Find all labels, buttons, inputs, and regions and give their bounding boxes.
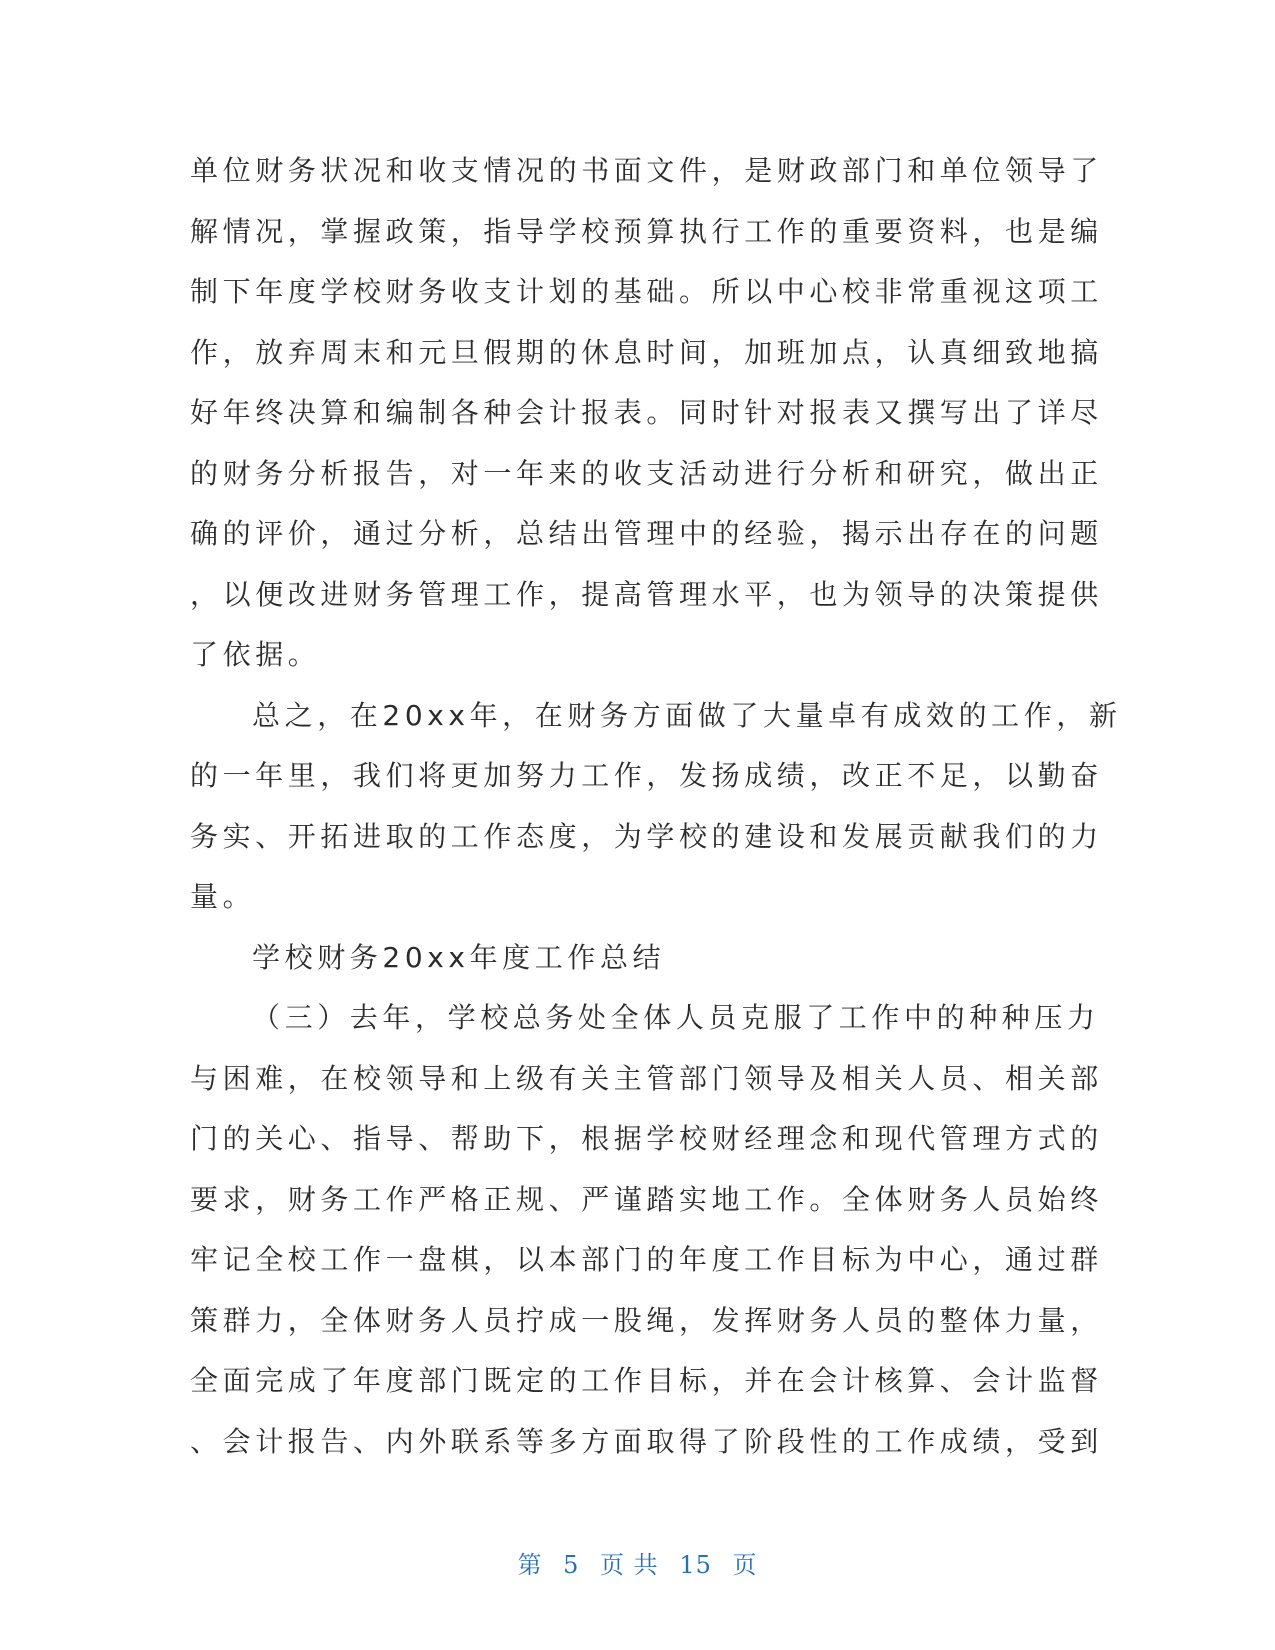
text-line: 、会计报告、内外联系等多方面取得了阶段性的工作成绩，受到	[190, 1424, 1103, 1458]
text-line: 牢记全校工作一盘棋，以本部门的年度工作目标为中心，通过群	[190, 1243, 1103, 1276]
text-line: 解情况，掌握政策，指导学校预算执行工作的重要资料，也是编	[190, 214, 1103, 248]
text-line: 好年终决算和编制各种会计报表。同时针对报表又撰写出了详尽	[190, 396, 1103, 429]
text-line: （三）去年，学校总务处全体人员克服了工作中的种种压力	[252, 1001, 1100, 1034]
footer-middle: 页 共	[600, 1551, 659, 1579]
text-line: 总之，在20xx年，在财务方面做了大量卓有成效的工作，新	[252, 698, 1122, 732]
text-line: 务实、开拓进取的工作态度，为学校的建设和发展贡献我们的力	[190, 819, 1103, 853]
text-line: 制下年度学校财务收支计划的基础。所以中心校非常重视这项工	[190, 275, 1103, 308]
text-line: 的一年里，我们将更加努力工作，发扬成绩，改正不足，以勤奋	[190, 759, 1103, 792]
footer-prefix: 第	[517, 1551, 543, 1579]
current-page-number: 5	[563, 1551, 580, 1579]
page-footer	[0, 1545, 1275, 1580]
text-line: 确的评价，通过分析，总结出管理中的经验，揭示出存在的问题	[190, 517, 1103, 550]
text-line: 的财务分析报告，对一年来的收支活动进行分析和研究，做出正	[190, 456, 1103, 490]
text-line: 作，放弃周末和元旦假期的休息时间，加班加点，认真细致地搞	[190, 335, 1103, 369]
total-page-count: 15	[679, 1551, 712, 1579]
document-body	[190, 141, 1122, 1472]
text-line: 全面完成了年度部门既定的工作目标，并在会计核算、会计监督	[190, 1364, 1103, 1397]
text-line: ，以便改进财务管理工作，提高管理水平，也为领导的决策提供	[190, 577, 1103, 611]
text-line: 策群力，全体财务人员拧成一股绳，发挥财务人员的整体力量，	[190, 1303, 1103, 1337]
text-line: 门的关心、指导、帮助下，根据学校财经理念和现代管理方式的	[190, 1122, 1103, 1155]
text-line: 了依据。	[190, 638, 321, 671]
text-line: 单位财务状况和收支情况的书面文件，是财政部门和单位领导了	[190, 154, 1103, 187]
footer-suffix: 页	[732, 1551, 758, 1579]
text-line: 与困难，在校领导和上级有关主管部门领导及相关人员、相关部	[190, 1061, 1103, 1095]
text-line: 要求，财务工作严格正规、严谨踏实地工作。全体财务人员始终	[190, 1182, 1103, 1216]
text-line: 学校财务20xx年度工作总结	[252, 940, 666, 974]
text-line: 量。	[190, 880, 256, 913]
